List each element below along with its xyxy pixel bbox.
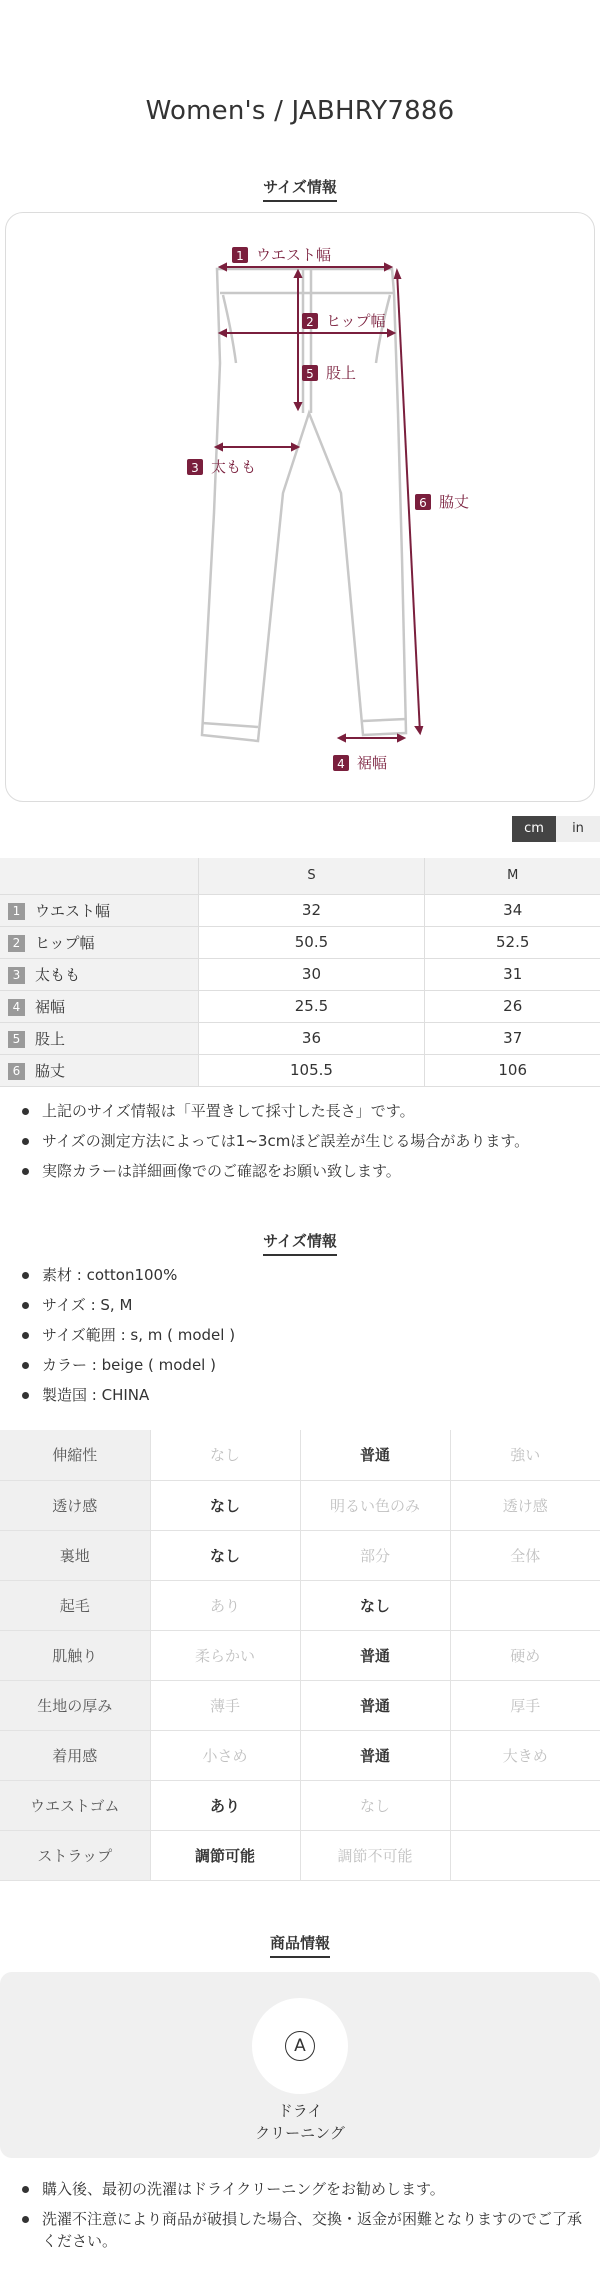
spec-label: 伸縮性 bbox=[0, 1430, 150, 1480]
size-table-header bbox=[0, 858, 600, 894]
rise-label: 股上 bbox=[326, 364, 357, 382]
fabric-spec-table bbox=[0, 1430, 600, 1881]
waist-num: 1 bbox=[236, 249, 244, 263]
spec-option: 強い bbox=[450, 1430, 600, 1480]
spec-label: 裏地 bbox=[0, 1530, 150, 1580]
spec-option: 普通 bbox=[300, 1730, 450, 1780]
spec-row bbox=[0, 1530, 600, 1580]
spec-row bbox=[0, 1730, 600, 1780]
row-num-badge: 5 bbox=[8, 1031, 25, 1048]
thigh-label: 太もも bbox=[211, 458, 257, 476]
info-section-title: サイズ情報 bbox=[263, 1230, 337, 1256]
size-notes-list bbox=[22, 1100, 592, 1190]
info-section-heading bbox=[0, 1230, 600, 1256]
table-row bbox=[0, 958, 600, 990]
spec-label: 肌触り bbox=[0, 1630, 150, 1680]
row-num-badge: 2 bbox=[8, 935, 25, 952]
row-label: 脇丈 bbox=[35, 1061, 66, 1080]
measure-lines bbox=[216, 264, 422, 741]
pants-diagram-svg bbox=[6, 213, 596, 803]
list-item: サイズ : S, M bbox=[22, 1294, 592, 1316]
table-row bbox=[0, 990, 600, 1022]
spec-row bbox=[0, 1780, 600, 1830]
spec-option: 透け感 bbox=[450, 1480, 600, 1530]
row-label: ウエスト幅 bbox=[35, 901, 111, 920]
size-col-m: M bbox=[425, 858, 600, 894]
spec-row bbox=[0, 1480, 600, 1530]
table-cell: 52.5 bbox=[425, 926, 600, 958]
list-item: カラー : beige ( model ) bbox=[22, 1354, 592, 1376]
thigh-num: 3 bbox=[191, 461, 199, 475]
size-section-heading bbox=[0, 176, 600, 202]
spec-option: 硬め bbox=[450, 1630, 600, 1680]
care-section-title: 商品情報 bbox=[270, 1932, 330, 1958]
spec-label: 着用感 bbox=[0, 1730, 150, 1780]
pants-outline bbox=[202, 269, 406, 741]
product-title: Women's / JABHRY7886 bbox=[145, 96, 455, 126]
spec-option bbox=[450, 1830, 600, 1880]
table-cell: 26 bbox=[425, 990, 600, 1022]
rise-num: 5 bbox=[306, 367, 314, 381]
dry-clean-icon: A bbox=[285, 2031, 315, 2061]
spec-option bbox=[450, 1580, 600, 1630]
spec-option: なし bbox=[150, 1430, 300, 1480]
table-cell: 106 bbox=[425, 1054, 600, 1086]
spec-option: なし bbox=[150, 1480, 300, 1530]
care-label-line1: ドライ bbox=[277, 2102, 323, 2120]
table-row bbox=[0, 1054, 600, 1086]
row-num-badge: 6 bbox=[8, 1063, 25, 1080]
row-num-badge: 4 bbox=[8, 999, 25, 1016]
list-item: サイズ範囲 : s, m ( model ) bbox=[22, 1324, 592, 1346]
spec-option: 大きめ bbox=[450, 1730, 600, 1780]
care-label bbox=[0, 2100, 600, 2144]
list-item: 洗濯不注意により商品が破損した場合、交換・返金が困難となりますのでご了承ください。 bbox=[22, 2208, 592, 2252]
spec-option: あり bbox=[150, 1780, 300, 1830]
hip-label: ヒップ幅 bbox=[326, 312, 386, 330]
size-section-title: サイズ情報 bbox=[263, 176, 337, 202]
table-cell: 105.5 bbox=[198, 1054, 425, 1086]
table-cell: 37 bbox=[425, 1022, 600, 1054]
spec-option: 普通 bbox=[300, 1680, 450, 1730]
care-notes-list bbox=[22, 2178, 592, 2260]
spec-label: 生地の厚み bbox=[0, 1680, 150, 1730]
unit-in-button[interactable]: in bbox=[556, 816, 600, 842]
product-info-list bbox=[22, 1264, 592, 1414]
outseam-label: 脇丈 bbox=[439, 493, 470, 511]
unit-cm-button[interactable]: cm bbox=[512, 816, 556, 842]
spec-option: 明るい色のみ bbox=[300, 1480, 450, 1530]
spec-option: 普通 bbox=[300, 1630, 450, 1680]
list-item: 購入後、最初の洗濯はドライクリーニングをお勧めします。 bbox=[22, 2178, 592, 2200]
spec-row bbox=[0, 1830, 600, 1880]
spec-option: 部分 bbox=[300, 1530, 450, 1580]
spec-row bbox=[0, 1680, 600, 1730]
table-cell: 50.5 bbox=[198, 926, 425, 958]
list-item: サイズの測定方法によっては1~3cmほど誤差が生じる場合があります。 bbox=[22, 1130, 592, 1152]
spec-option: 小さめ bbox=[150, 1730, 300, 1780]
spec-option: 柔らかい bbox=[150, 1630, 300, 1680]
waist-label: ウエスト幅 bbox=[256, 246, 332, 264]
unit-toggle bbox=[512, 816, 600, 842]
spec-option: 厚手 bbox=[450, 1680, 600, 1730]
spec-label: 起毛 bbox=[0, 1580, 150, 1630]
spec-row bbox=[0, 1630, 600, 1680]
table-row bbox=[0, 894, 600, 926]
list-item: 実際カラーは詳細画像でのご確認をお願い致します。 bbox=[22, 1160, 592, 1182]
spec-row bbox=[0, 1580, 600, 1630]
table-cell: 31 bbox=[425, 958, 600, 990]
spec-label: ウエストゴム bbox=[0, 1780, 150, 1830]
row-num-badge: 3 bbox=[8, 967, 25, 984]
table-cell: 32 bbox=[198, 894, 425, 926]
row-label: 股上 bbox=[35, 1029, 66, 1048]
table-row bbox=[0, 1022, 600, 1054]
table-cell: 36 bbox=[198, 1022, 425, 1054]
spec-label: 透け感 bbox=[0, 1480, 150, 1530]
list-item: 製造国 : CHINA bbox=[22, 1384, 592, 1406]
spec-option: 薄手 bbox=[150, 1680, 300, 1730]
spec-option: あり bbox=[150, 1580, 300, 1630]
spec-label: ストラップ bbox=[0, 1830, 150, 1880]
spec-option: 調節可能 bbox=[150, 1830, 300, 1880]
care-symbol-circle bbox=[252, 1998, 348, 2094]
table-cell: 34 bbox=[425, 894, 600, 926]
size-table-corner bbox=[0, 858, 198, 894]
spec-option bbox=[450, 1780, 600, 1830]
table-cell: 30 bbox=[198, 958, 425, 990]
spec-row bbox=[0, 1430, 600, 1480]
spec-option: 全体 bbox=[450, 1530, 600, 1580]
hem-label: 裾幅 bbox=[357, 754, 388, 772]
row-num-badge: 1 bbox=[8, 903, 25, 920]
hem-num: 4 bbox=[337, 757, 345, 771]
size-col-s: S bbox=[198, 858, 425, 894]
row-label: 太もも bbox=[35, 965, 81, 984]
spec-option: なし bbox=[300, 1580, 450, 1630]
table-cell: 25.5 bbox=[198, 990, 425, 1022]
care-instructions-box bbox=[0, 1972, 600, 2158]
size-table bbox=[0, 858, 600, 1087]
row-label: 裾幅 bbox=[35, 997, 66, 1016]
care-section-heading bbox=[0, 1932, 600, 1958]
spec-option: なし bbox=[300, 1780, 450, 1830]
outseam-num: 6 bbox=[419, 496, 427, 510]
spec-option: なし bbox=[150, 1530, 300, 1580]
row-label: ヒップ幅 bbox=[35, 933, 95, 952]
table-row bbox=[0, 926, 600, 958]
pants-size-diagram bbox=[5, 212, 595, 802]
care-label-line2: クリーニング bbox=[255, 2124, 345, 2142]
list-item: 素材 : cotton100% bbox=[22, 1264, 592, 1286]
hip-num: 2 bbox=[306, 315, 314, 329]
spec-option: 調節不可能 bbox=[300, 1830, 450, 1880]
spec-option: 普通 bbox=[300, 1430, 450, 1480]
list-item: 上記のサイズ情報は「平置きして採寸した長さ」です。 bbox=[22, 1100, 592, 1122]
